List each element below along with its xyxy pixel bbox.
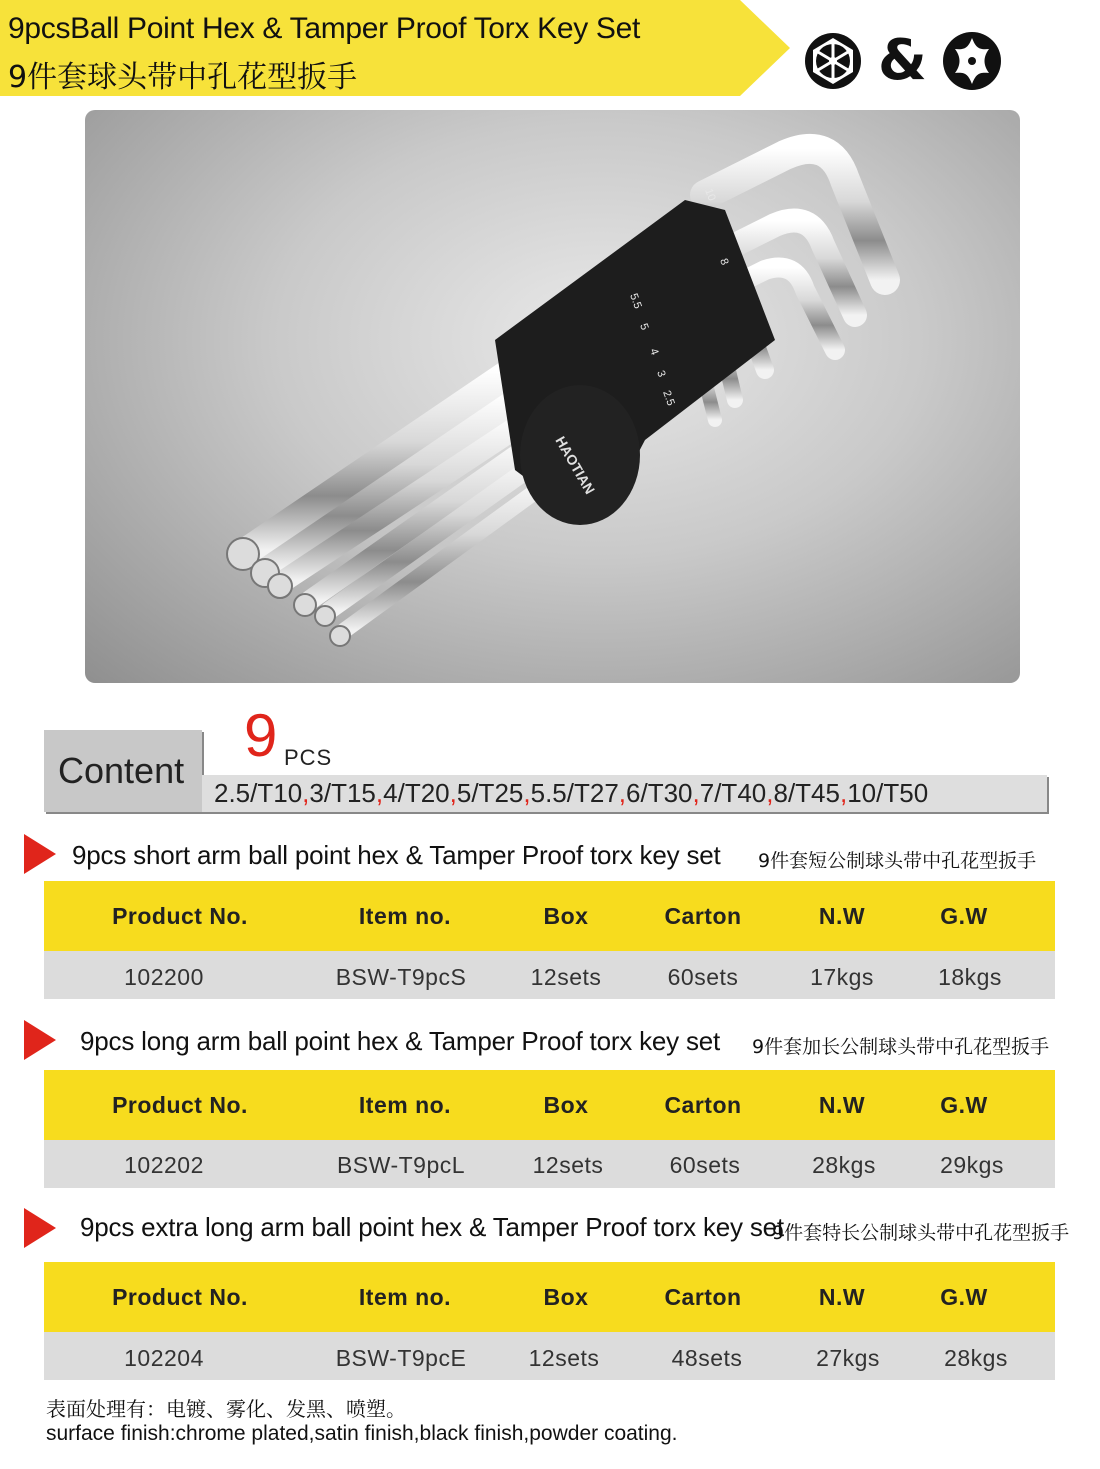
cell-carton: 60sets <box>667 964 739 990</box>
torx-star-icon <box>941 30 1003 92</box>
size-separator: , <box>375 778 384 808</box>
cell-gw: 28kgs <box>944 1345 1008 1371</box>
size-item: 4/T20 <box>383 778 450 808</box>
product-photo <box>85 110 1020 683</box>
section-title: 9pcs long arm ball point hex & Tamper Proof torx key set <box>80 1026 721 1056</box>
section-title: 9pcs extra long arm ball point hex & Tamper Proof torx key set <box>80 1212 784 1242</box>
size-label: 4 <box>647 346 661 357</box>
size-item: 8/T45 <box>773 778 840 808</box>
col-nw: N.W <box>818 903 866 929</box>
size-separator: , <box>523 778 531 808</box>
hex-ball-icon <box>802 30 864 92</box>
col-carton: Carton <box>664 903 742 929</box>
size-item: 2.5/T10 <box>214 778 303 808</box>
col-item-no: Item no. <box>358 903 452 929</box>
col-gw: G.W <box>940 903 988 929</box>
brand-label: HAOTIAN <box>552 433 599 497</box>
cell-nw: 27kgs <box>816 1345 880 1371</box>
size-label: 8 <box>717 256 731 267</box>
cell-item-no: BSW-T9pcE <box>335 1345 467 1371</box>
section-heading-short <box>24 834 1074 874</box>
spec-table-short <box>44 881 1055 999</box>
size-item: 10/T50 <box>847 778 929 808</box>
red-arrow-icon <box>24 1208 56 1248</box>
cell-product-no: 102202 <box>124 1152 204 1178</box>
page-title: 9pcsBall Point Hex & Tamper Proof Torx Key Set <box>8 12 641 45</box>
col-carton: Carton <box>664 1092 742 1118</box>
col-item-no: Item no. <box>358 1284 452 1310</box>
cell-nw: 28kgs <box>812 1152 876 1178</box>
size-label: 2.5 <box>660 388 677 408</box>
col-box: Box <box>543 903 589 929</box>
section-heading-long <box>24 1020 1074 1060</box>
col-item-no: Item no. <box>358 1092 452 1118</box>
size-separator: , <box>618 778 627 808</box>
cell-box: 12sets <box>528 1345 600 1371</box>
col-gw: G.W <box>940 1284 988 1310</box>
cell-box: 12sets <box>532 1152 604 1178</box>
key-set-illustration <box>85 110 1020 683</box>
section-title: 9pcs short arm ball point hex & Tamper Proof torx key set <box>72 840 721 870</box>
content-label: Content <box>58 750 185 791</box>
spec-table-long <box>44 1070 1055 1188</box>
col-box: Box <box>543 1092 589 1118</box>
size-item: 6/T30 <box>626 778 693 808</box>
size-separator: , <box>766 778 774 808</box>
ampersand: & <box>878 28 927 93</box>
surface-finish-chinese: 表面处理有：电镀、雾化、发黑、喷塑。 <box>46 1397 406 1421</box>
red-arrow-icon <box>24 1020 56 1060</box>
cell-nw: 17kgs <box>810 964 874 990</box>
cell-product-no: 102204 <box>124 1345 204 1371</box>
section-title-chinese: 9件套特长公制球头带中孔花型扳手 <box>772 1222 1070 1244</box>
tip-symbols <box>802 30 1003 92</box>
spec-table-extra-long <box>44 1262 1055 1380</box>
content-label-box <box>44 730 202 812</box>
section-title-chinese: 9件套加长公制球头带中孔花型扳手 <box>752 1036 1050 1058</box>
cell-gw: 29kgs <box>940 1152 1004 1178</box>
size-item: 5.5/T27 <box>530 778 619 808</box>
col-product-no: Product No. <box>112 1092 248 1118</box>
piece-count-unit: PCS <box>284 745 333 770</box>
col-product-no: Product No. <box>112 903 248 929</box>
red-arrow-icon <box>24 834 56 874</box>
cell-item-no: BSW-T9pcS <box>335 964 467 990</box>
size-list <box>214 778 928 809</box>
col-nw: N.W <box>818 1284 866 1310</box>
size-separator: , <box>692 778 700 808</box>
col-product-no: Product No. <box>112 1284 248 1310</box>
size-label: 10 <box>702 186 718 203</box>
size-item: 5/T25 <box>456 778 524 808</box>
size-item: 7/T40 <box>699 778 767 808</box>
cell-item-no: BSW-T9pcL <box>336 1152 466 1178</box>
size-label: 5 <box>637 321 651 332</box>
col-carton: Carton <box>664 1284 742 1310</box>
section-title-chinese: 9件套短公制球头带中孔花型扳手 <box>758 850 1037 872</box>
cell-box: 12sets <box>530 964 602 990</box>
surface-finish: surface finish:chrome plated,satin finish,black finish,powder coating. <box>46 1422 678 1445</box>
cell-carton: 48sets <box>671 1345 743 1371</box>
section-heading-extra-long <box>24 1206 1074 1246</box>
piece-count: 9 <box>244 702 278 769</box>
cell-product-no: 102200 <box>124 964 204 990</box>
col-nw: N.W <box>818 1092 866 1118</box>
size-item: 3/T15 <box>309 778 376 808</box>
size-separator: , <box>449 778 457 808</box>
size-label: 3 <box>654 368 668 379</box>
cell-gw: 18kgs <box>938 964 1002 990</box>
page-title-chinese: 9件套球头带中孔花型扳手 <box>8 60 358 95</box>
cell-carton: 60sets <box>669 1152 741 1178</box>
col-gw: G.W <box>940 1092 988 1118</box>
size-separator: , <box>839 778 848 808</box>
col-box: Box <box>543 1284 589 1310</box>
size-separator: , <box>302 778 310 808</box>
size-label: 5.5 <box>627 291 644 311</box>
